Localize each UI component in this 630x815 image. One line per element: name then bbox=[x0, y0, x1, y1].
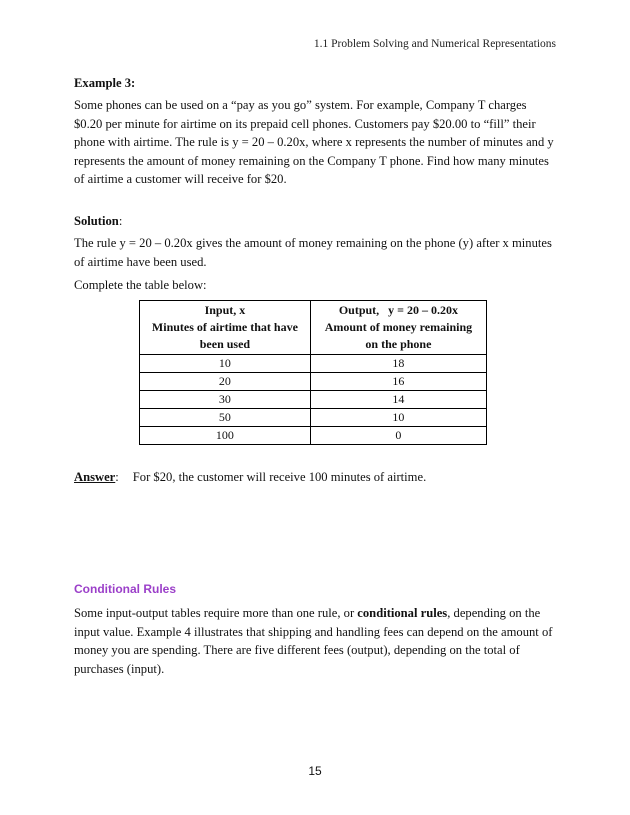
example-body: Some phones can be used on a “pay as you go” system. For example, Company T charges $0.20 per minute for airtime on its prepaid cell phones. Customers pay $20.00 to “fill” their phone with airtime. The rule is y = 20 – 0.20x, where x represents the number of minutes and y represents the amount of money remaining on the Company T phone. Find how many minutes of airtime a customer will receive for $20. bbox=[74, 98, 554, 187]
table-instruction: Complete the table below: bbox=[74, 278, 207, 292]
input-cell: 30 bbox=[140, 391, 311, 409]
page-number: 15 bbox=[308, 764, 322, 778]
conditional-body-end: , depending on the input value. Example 4 illustrates that shipping and handling fees can depend on the amount of money you are spending. There are five different fees (output), depending on the total of purchases (input). bbox=[74, 606, 553, 676]
output-cell: 16 bbox=[310, 373, 486, 391]
table-row bbox=[140, 427, 487, 445]
output-cell: 18 bbox=[310, 355, 486, 373]
table-row bbox=[140, 391, 487, 409]
input-cell: 20 bbox=[140, 373, 311, 391]
answer-line bbox=[74, 468, 556, 487]
input-header-line: been used bbox=[199, 337, 251, 351]
table-row bbox=[140, 373, 487, 391]
table-row bbox=[140, 355, 487, 373]
output-header-line: Amount of money remaining bbox=[324, 320, 473, 334]
output-cell: 0 bbox=[310, 427, 486, 445]
table-header-row bbox=[140, 301, 487, 355]
answer-label bbox=[74, 470, 115, 484]
output-cell: 14 bbox=[310, 391, 486, 409]
conditional-rules-body bbox=[74, 604, 556, 678]
conditional-body-start: Some input-output tables require more than one rule, or bbox=[74, 606, 358, 620]
answer-text: For $20, the customer will receive 100 minutes of airtime. bbox=[132, 470, 427, 484]
input-cell: 10 bbox=[140, 355, 311, 373]
running-header: 1.1 Problem Solving and Numerical Representations bbox=[313, 38, 556, 50]
output-column-header bbox=[310, 301, 486, 355]
input-output-table bbox=[139, 300, 487, 445]
conditional-rules-term: conditional rules bbox=[357, 606, 448, 620]
solution-heading bbox=[74, 212, 556, 231]
solution-colon: : bbox=[118, 214, 123, 228]
conditional-rules-heading: Conditional Rules bbox=[74, 582, 176, 596]
output-header-line: Output, y = 20 – 0.20x bbox=[338, 303, 459, 317]
output-cell: 10 bbox=[310, 409, 486, 427]
solution-label: Solution bbox=[74, 214, 119, 228]
example-heading: Example 3: bbox=[74, 76, 136, 90]
input-cell: 100 bbox=[140, 427, 311, 445]
input-header-line: Minutes of airtime that have bbox=[151, 320, 298, 334]
answer-colon: : bbox=[115, 470, 119, 484]
rule-description: The rule y = 20 – 0.20x gives the amount of money remaining on the phone (y) after x minutes of airtime have been used. bbox=[74, 236, 552, 269]
output-header-line: on the phone bbox=[365, 337, 432, 351]
input-cell: 50 bbox=[140, 409, 311, 427]
input-column-header bbox=[140, 301, 311, 355]
table-row bbox=[140, 409, 487, 427]
input-header-line: Input, x bbox=[204, 303, 246, 317]
answer-label-text: Answer bbox=[74, 470, 116, 484]
